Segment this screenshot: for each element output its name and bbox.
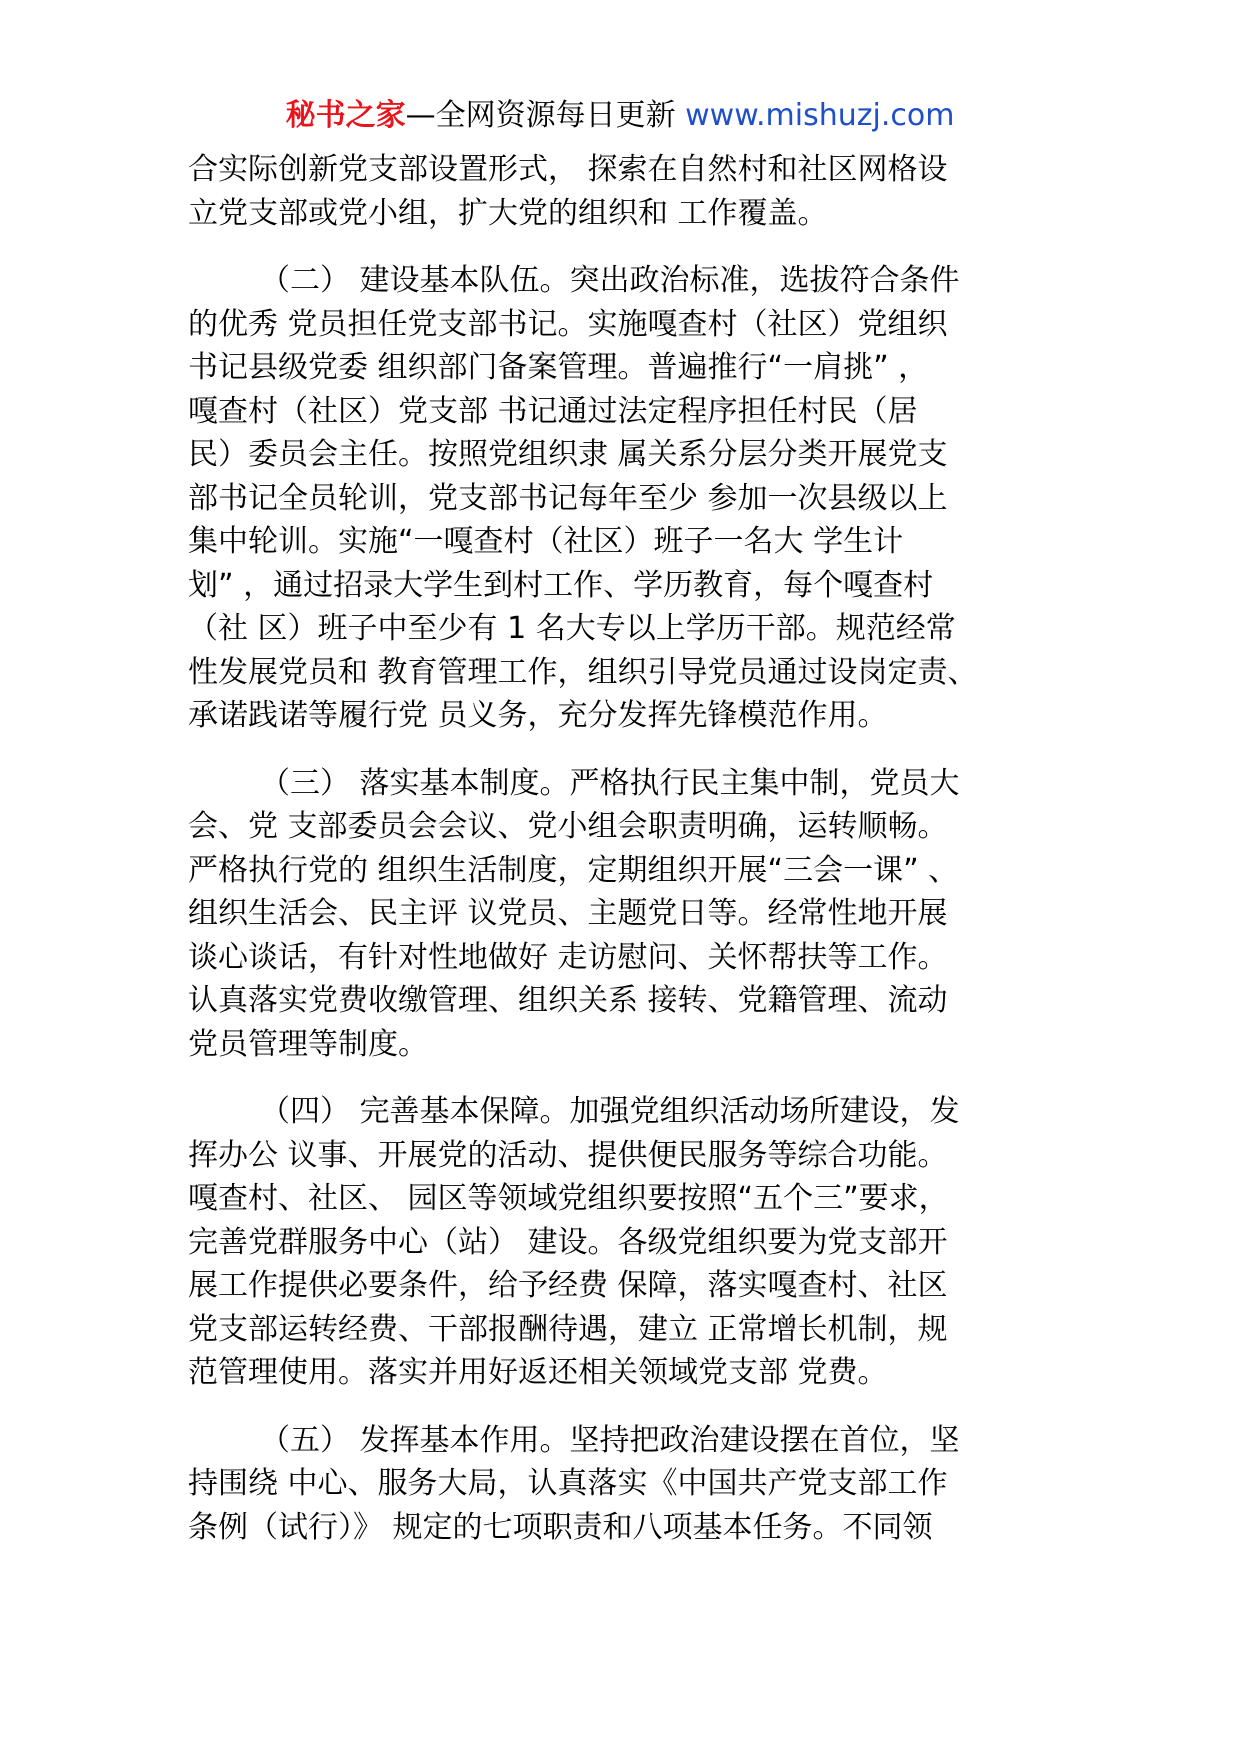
text-line: （三） 落实基本制度。严格执行民主集中制，党员大 — [260, 765, 960, 801]
text-line: 嘎查村、社区、 园区等领域党组织要按照“五个三”要求， — [188, 1181, 949, 1216]
site-url-link[interactable]: www.mishuzj.com — [685, 98, 955, 133]
site-slogan: —全网资源每日更新 — [405, 98, 676, 133]
paragraph-section-5 — [188, 1419, 1068, 1550]
text-line: 合实际创新党支部设置形式， 探索在自然村和社区网格设 — [188, 152, 948, 187]
text-line: （五） 发挥基本作用。坚持把政治建设摆在首位，坚 — [260, 1422, 960, 1458]
text-line: （四） 完善基本保障。加强党组织活动场所建设，发 — [260, 1094, 960, 1129]
text-line: 集中轮训。实施“一嘎查村（社区）班子一名大 学生计 — [188, 524, 904, 559]
text-line: 划” ，通过招录大学生到村工作、学历教育，每个嘎查村 — [188, 567, 934, 603]
text-line: 党支部运转经费、干部报酬待遇，建立 正常增长机制，规 — [188, 1311, 948, 1347]
text-line: 谈心谈话，有针对性地做好 走访慰问、关怀帮扶等工作。 — [188, 939, 948, 975]
site-brand: 秘书之家 — [285, 98, 406, 133]
paragraph-section-3 — [188, 762, 1068, 1067]
text-line: （二） 建设基本队伍。突出政治标准，选拔符合条件 — [260, 263, 960, 298]
text-line: 民）委员会主任。按照党组织隶 属关系分层分类开展党支 — [188, 437, 948, 472]
paragraph-section-2 — [188, 259, 1068, 738]
text-line: 持围绕 中心、服务大局，认真落实《中国共产党支部工作 — [188, 1466, 948, 1501]
text-line: 挥办公 议事、开展党的活动、提供便民服务等综合功能。 — [188, 1137, 948, 1173]
text-line: 党员管理等制度。 — [188, 1026, 428, 1062]
text-line: 书记县级党委 组织部门备案管理。普遍推行“一肩挑” ， — [188, 350, 929, 385]
text-line: 认真落实党费收缴管理、组织关系 接转、党籍管理、流动 — [188, 983, 948, 1018]
text-line: 的优秀 党员担任党支部书记。实施嘎查村（社区）党组织 — [188, 306, 948, 342]
text-line: 展工作提供必要条件，给予经费 保障，落实嘎查村、社区 — [188, 1268, 948, 1303]
text-line: 范管理使用。落实并用好返还相关领域党支部 党费。 — [188, 1355, 888, 1390]
text-line: 完善党群服务中心（站） 建设。各级党组织要为党支部开 — [188, 1224, 948, 1260]
text-line: 立党支部或党小组，扩大党的组织和 工作覆盖。 — [188, 195, 828, 231]
text-line: 组织生活会、民主评 议党员、主题党日等。经常性地开展 — [188, 896, 948, 931]
text-line: 条例（试行）》 规定的七项职责和八项基本任务。不同领 — [188, 1509, 933, 1545]
text-line: 会、党 支部委员会会议、党小组会职责明确，运转顺畅。 — [188, 809, 948, 844]
text-line: 严格执行党的 组织生活制度，定期组织开展“三会一课” 、 — [188, 852, 959, 888]
text-line: 嘎查村（社区）党支部 书记通过法定程序担任村民（居 — [188, 393, 918, 429]
text-line: （社 区）班子中至少有 1 名大专以上学历干部。规范经常 — [188, 611, 956, 646]
site-header — [0, 96, 1240, 136]
text-line: 部书记全员轮训，党支部书记每年至少 参加一次县级以上 — [188, 480, 948, 516]
paragraph-section-4 — [188, 1090, 1068, 1395]
text-line: 性发展党员和 教育管理工作，组织引导党员通过设岗定责、 — [188, 654, 978, 690]
document-body — [188, 148, 1068, 1573]
paragraph-continuation — [188, 148, 1068, 235]
text-line: 承诺践诺等履行党 员义务，充分发挥先锋模范作用。 — [188, 698, 888, 733]
